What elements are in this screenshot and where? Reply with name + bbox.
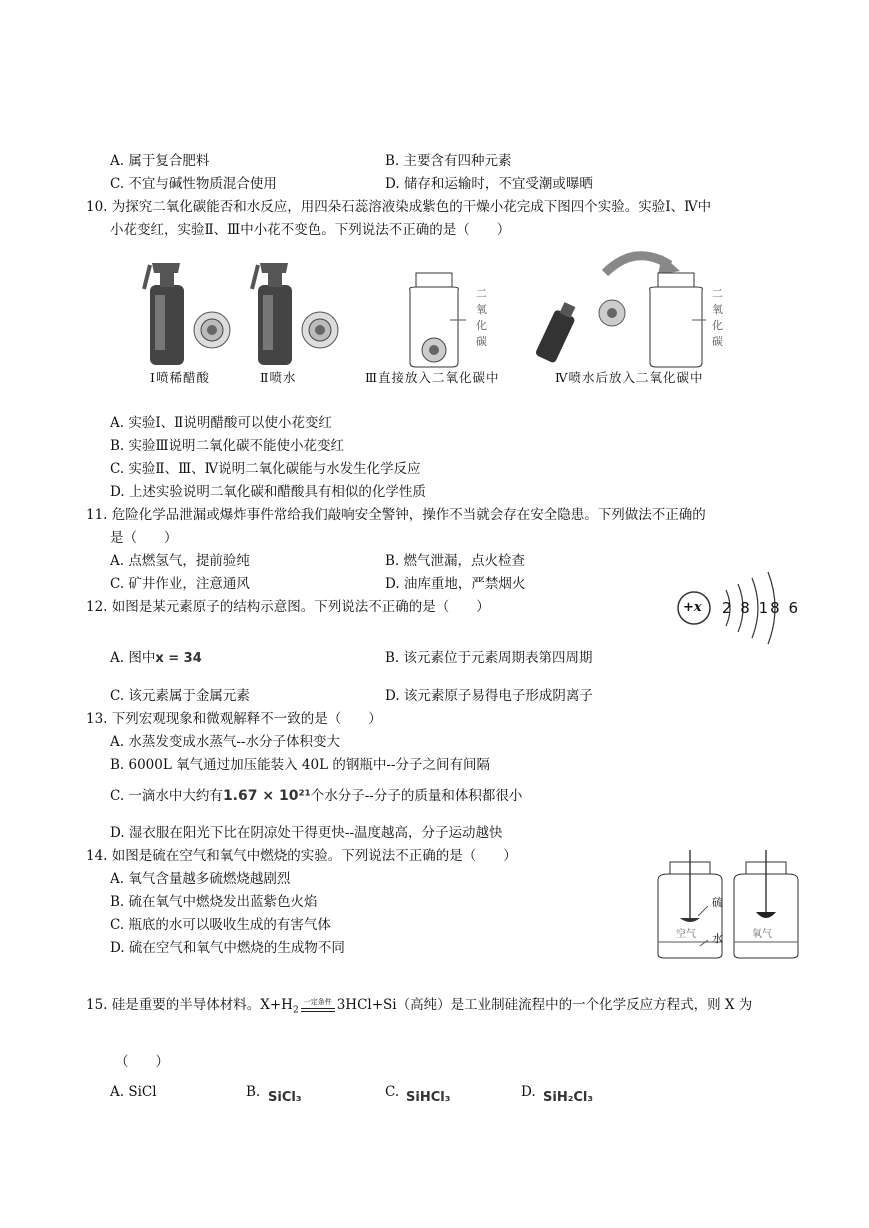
q15-stem-suffix: 3HCl+Si（高纯）是工业制硅流程中的一个化学反应方程式，则 X 为 bbox=[336, 997, 753, 1013]
q9-option-d: D. 储存和运输时，不宜受潮或曝晒 bbox=[385, 176, 593, 192]
label-oxygen: 氧气 bbox=[752, 929, 772, 940]
caption-2: Ⅱ喷水 bbox=[260, 370, 297, 385]
q10-stem-line2: 小花变红，实验Ⅱ、Ⅲ中小花不变色。下列说法不正确的是（ ） bbox=[110, 222, 511, 238]
q15-option-d-math: SiH₂Cl₃ bbox=[543, 1090, 594, 1105]
q15-option-b-math: SiCl₃ bbox=[268, 1090, 302, 1105]
q12-option-a-text: A. 图中 bbox=[110, 650, 156, 666]
q14-option-b: B. 硫在氧气中燃烧发出蓝紫色火焰 bbox=[110, 894, 318, 910]
q11-option-b: B. 燃气泄漏，点火检查 bbox=[385, 553, 526, 569]
q14-option-c: C. 瓶底的水可以吸收生成的有害气体 bbox=[110, 917, 331, 933]
q13-option-c-math: 1.67 × 10²¹ bbox=[222, 788, 311, 804]
q12-option-b: B. 该元素位于元素周期表第四周期 bbox=[385, 650, 593, 666]
q15-equals-bar bbox=[301, 1008, 335, 1012]
atom-shell-electrons: 2 8 18 6 bbox=[722, 599, 801, 617]
q15-option-c-label: C. bbox=[385, 1084, 400, 1100]
q15-stem-line2: （ ） bbox=[115, 1054, 169, 1070]
q13-option-c-suffix: 个水分子--分子的质量和体积都很小 bbox=[310, 788, 523, 804]
q15-option-a: A. SiCl bbox=[110, 1084, 157, 1100]
q10-option-d: D. 上述实验说明二氧化碳和醋酸具有相似的化学性质 bbox=[110, 484, 426, 500]
q13-option-b: B. 6000L 氧气通过加压能装入 40L 的钢瓶中--分子之间有间隔 bbox=[110, 757, 490, 773]
q12-option-c: C. 该元素属于金属元素 bbox=[110, 688, 250, 704]
atom-nucleus-label: +x bbox=[683, 600, 702, 615]
q13-stem: 13. 下列宏观现象和微观解释不一致的是（ ） bbox=[86, 711, 382, 727]
q9-option-a: A. 属于复合肥料 bbox=[110, 153, 210, 169]
q9-option-c: C. 不宜与碱性物质混合使用 bbox=[110, 176, 277, 192]
q13-option-a: A. 水蒸发变成水蒸气--水分子体积变大 bbox=[110, 734, 340, 750]
svg-text:化: 化 bbox=[476, 319, 487, 332]
svg-text:氧: 氧 bbox=[476, 303, 487, 316]
caption-4: Ⅳ喷水后放入二氧化碳中 bbox=[555, 370, 704, 385]
sulfur-combustion-figure bbox=[650, 850, 800, 962]
q9-option-b: B. 主要含有四种元素 bbox=[385, 153, 512, 169]
flower-1-icon bbox=[194, 312, 230, 348]
label-air: 空气 bbox=[676, 929, 696, 940]
q12-option-a bbox=[110, 648, 202, 669]
q10-option-a: A. 实验Ⅰ、Ⅱ说明醋酸可以使小花变红 bbox=[110, 415, 332, 431]
q15-stem bbox=[86, 995, 752, 1021]
spray-bottle-2-icon bbox=[252, 263, 292, 365]
q10-stem-line1: 10. 为探究二氧化碳能否和水反应，用四朵石蕊溶液染成紫色的干燥小花完成下图四个实验。实验Ⅰ、Ⅳ中 bbox=[86, 199, 712, 215]
q12-stem: 12. 如图是某元素原子的结构示意图。下列说法不正确的是（ ） bbox=[86, 599, 490, 615]
q15-stem-prefix: 15. 硅是重要的半导体材料。X+H bbox=[86, 997, 293, 1013]
q13-option-d: D. 湿衣服在阳光下比在阴凉处干得更快--温度越高，分子运动越快 bbox=[110, 825, 503, 841]
spray-bottle-4-icon bbox=[535, 300, 580, 364]
q14-option-d: D. 硫在空气和氧气中燃烧的生成物不同 bbox=[110, 940, 345, 956]
q15-option-d-label: D. bbox=[521, 1084, 536, 1100]
q15-h-subscript: 2 bbox=[292, 1005, 299, 1016]
q11-stem-line2: 是（ ） bbox=[110, 530, 178, 546]
q15-condition-label: 一定条件 bbox=[303, 998, 332, 1006]
q14-option-a: A. 氧气含量越多硫燃烧越剧烈 bbox=[110, 871, 291, 887]
q11-option-d: D. 油库重地，严禁烟火 bbox=[385, 576, 526, 592]
q13-option-c bbox=[110, 786, 522, 806]
flower-4-icon bbox=[599, 300, 625, 326]
q12-option-d: D. 该元素原子易得电子形成阴离子 bbox=[385, 688, 593, 704]
q10-option-c: C. 实验Ⅱ、Ⅲ、Ⅳ说明二氧化碳能与水发生化学反应 bbox=[110, 461, 421, 477]
q12-option-a-math: x = 34 bbox=[155, 651, 202, 666]
q13-option-c-prefix: C. 一滴水中大约有 bbox=[110, 788, 223, 804]
jar-3-icon bbox=[410, 273, 466, 367]
q14-stem: 14. 如图是硫在空气和氧气中燃烧的实验。下列说法不正确的是（ ） bbox=[86, 848, 517, 864]
label-water: 水 bbox=[712, 932, 723, 945]
jar-4-icon bbox=[650, 273, 706, 367]
curved-arrow-icon bbox=[605, 255, 680, 275]
svg-text:二: 二 bbox=[712, 287, 723, 300]
svg-text:碳: 碳 bbox=[476, 335, 487, 348]
label-sulfur: 硫 bbox=[712, 896, 723, 909]
flower-2-icon bbox=[302, 312, 338, 348]
svg-text:碳: 碳 bbox=[712, 335, 723, 348]
svg-text:氧: 氧 bbox=[712, 303, 723, 316]
caption-3: Ⅲ直接放入二氧化碳中 bbox=[365, 370, 500, 385]
q11-option-c: C. 矿井作业，注意通风 bbox=[110, 576, 250, 592]
q11-stem-line1: 11. 危险化学品泄漏或爆炸事件常给我们敲响安全警钟，操作不当就会存在安全隐患。下列做法不正确的 bbox=[86, 507, 706, 523]
spray-bottle-1-icon bbox=[144, 263, 184, 365]
q15-option-c-math: SiHCl₃ bbox=[406, 1090, 451, 1105]
q11-option-a: A. 点燃氢气，提前验纯 bbox=[110, 553, 250, 569]
caption-1: Ⅰ喷稀醋酸 bbox=[150, 370, 210, 385]
q15-reaction-arrow bbox=[299, 995, 337, 1017]
q10-option-b: B. 实验Ⅲ说明二氧化碳不能使小花变红 bbox=[110, 438, 345, 454]
q15-option-b-label: B. bbox=[246, 1084, 261, 1100]
svg-text:化: 化 bbox=[712, 319, 723, 332]
svg-text:二: 二 bbox=[476, 287, 487, 300]
